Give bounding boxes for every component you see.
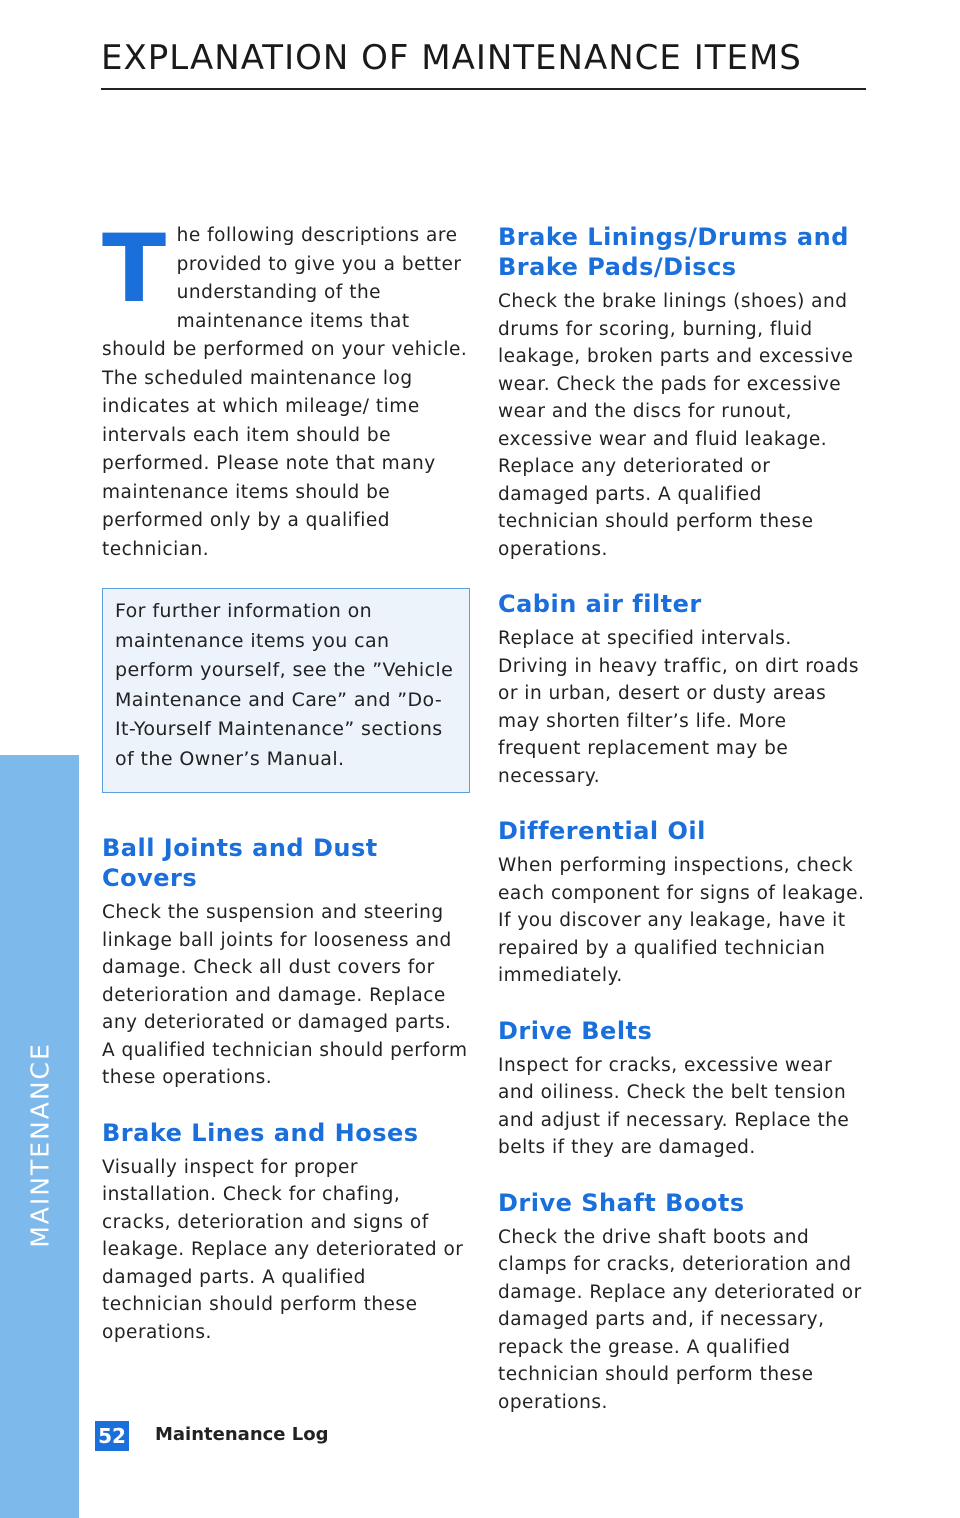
section-body: Visually inspect for proper installation. Check for chafing, cracks, deterioration and signs of leakage. Replace any deteriorated or damaged parts. A qualified technician should perform these operations. (102, 1156, 464, 1343)
drop-cap: T (102, 215, 167, 324)
side-tab-label: MAINTENANCE (25, 1042, 54, 1248)
section-brake-lines (102, 1118, 470, 1347)
note-box (102, 588, 470, 793)
section-body: Check the drive shaft boots and clamps for cracks, deterioration and damage. Replace any deteriorated or damaged parts and, if necessary, repack the grease. A qualified technician should perform these operations. (498, 1226, 862, 1413)
section-differential-oil (498, 816, 866, 990)
page-title: EXPLANATION OF MAINTENANCE ITEMS (101, 38, 802, 78)
left-column (102, 215, 470, 1346)
section-brake-linings (498, 222, 866, 563)
right-column (498, 222, 866, 1416)
note-text: For further information on maintenance items you can perform yourself, see the ”Vehicle Maintenance and Care” and ”Do-It-Yourself Maintenance” sections of the Owner’s Manual. (115, 600, 454, 770)
section-body: Check the suspension and steering linkage ball joints for looseness and damage. Check all dust covers for deterioration and damage. Replace any deteriorated or damaged parts. A qualified technician should perform these operations. (102, 902, 468, 1088)
section-heading: Drive Shaft Boots (498, 1188, 745, 1217)
section-ball-joints (102, 833, 470, 1092)
section-drive-belts (498, 1016, 866, 1162)
section-heading: Brake Linings/Drums and Brake Pads/Discs (498, 223, 849, 281)
page-number: 52 (95, 1421, 129, 1451)
intro-paragraph (102, 215, 470, 564)
section-body: Check the brake linings (shoes) and drums for scoring, burning, fluid leakage, broken parts and excessive wear. Check the pads for excessive wear and the discs for runout, excessive wear and fluid leakage. Replace any deteriorated or damaged parts. A qualified technician should perform these operations. (498, 291, 854, 560)
section-drive-shaft-boots (498, 1188, 866, 1417)
section-cabin-air-filter (498, 589, 866, 790)
section-heading: Ball Joints and Dust Covers (102, 834, 378, 892)
section-body: Replace at specified intervals. Driving in heavy traffic, on dirt roads or in urban, desert or dusty areas may shorten filter’s life. More frequent replacement may be necessary. (498, 628, 859, 787)
section-heading: Brake Lines and Hoses (102, 1118, 419, 1147)
title-divider (101, 88, 866, 90)
section-body: Inspect for cracks, excessive wear and oiliness. Check the belt tension and adjust if necessary. Replace the belts if they are damaged. (498, 1054, 850, 1158)
footer-label: Maintenance Log (155, 1424, 329, 1445)
section-heading: Differential Oil (498, 817, 706, 845)
section-heading: Cabin air filter (498, 590, 702, 618)
intro-text: he following descriptions are provided to give you a better understanding of the maintenance items that should be performed on your vehicle. The scheduled maintenance log indicates at which mileage/ time intervals each item should be performed. Please note that many maintenance items should be performed only by a qualified technician. (102, 225, 468, 560)
section-heading: Drive Belts (498, 1016, 653, 1045)
side-tab-label-wrap (0, 1035, 79, 1255)
section-body: When performing inspections, check each component for signs of leakage. If you discover any leakage, have it repaired by a qualified technician immediately. (498, 855, 865, 986)
